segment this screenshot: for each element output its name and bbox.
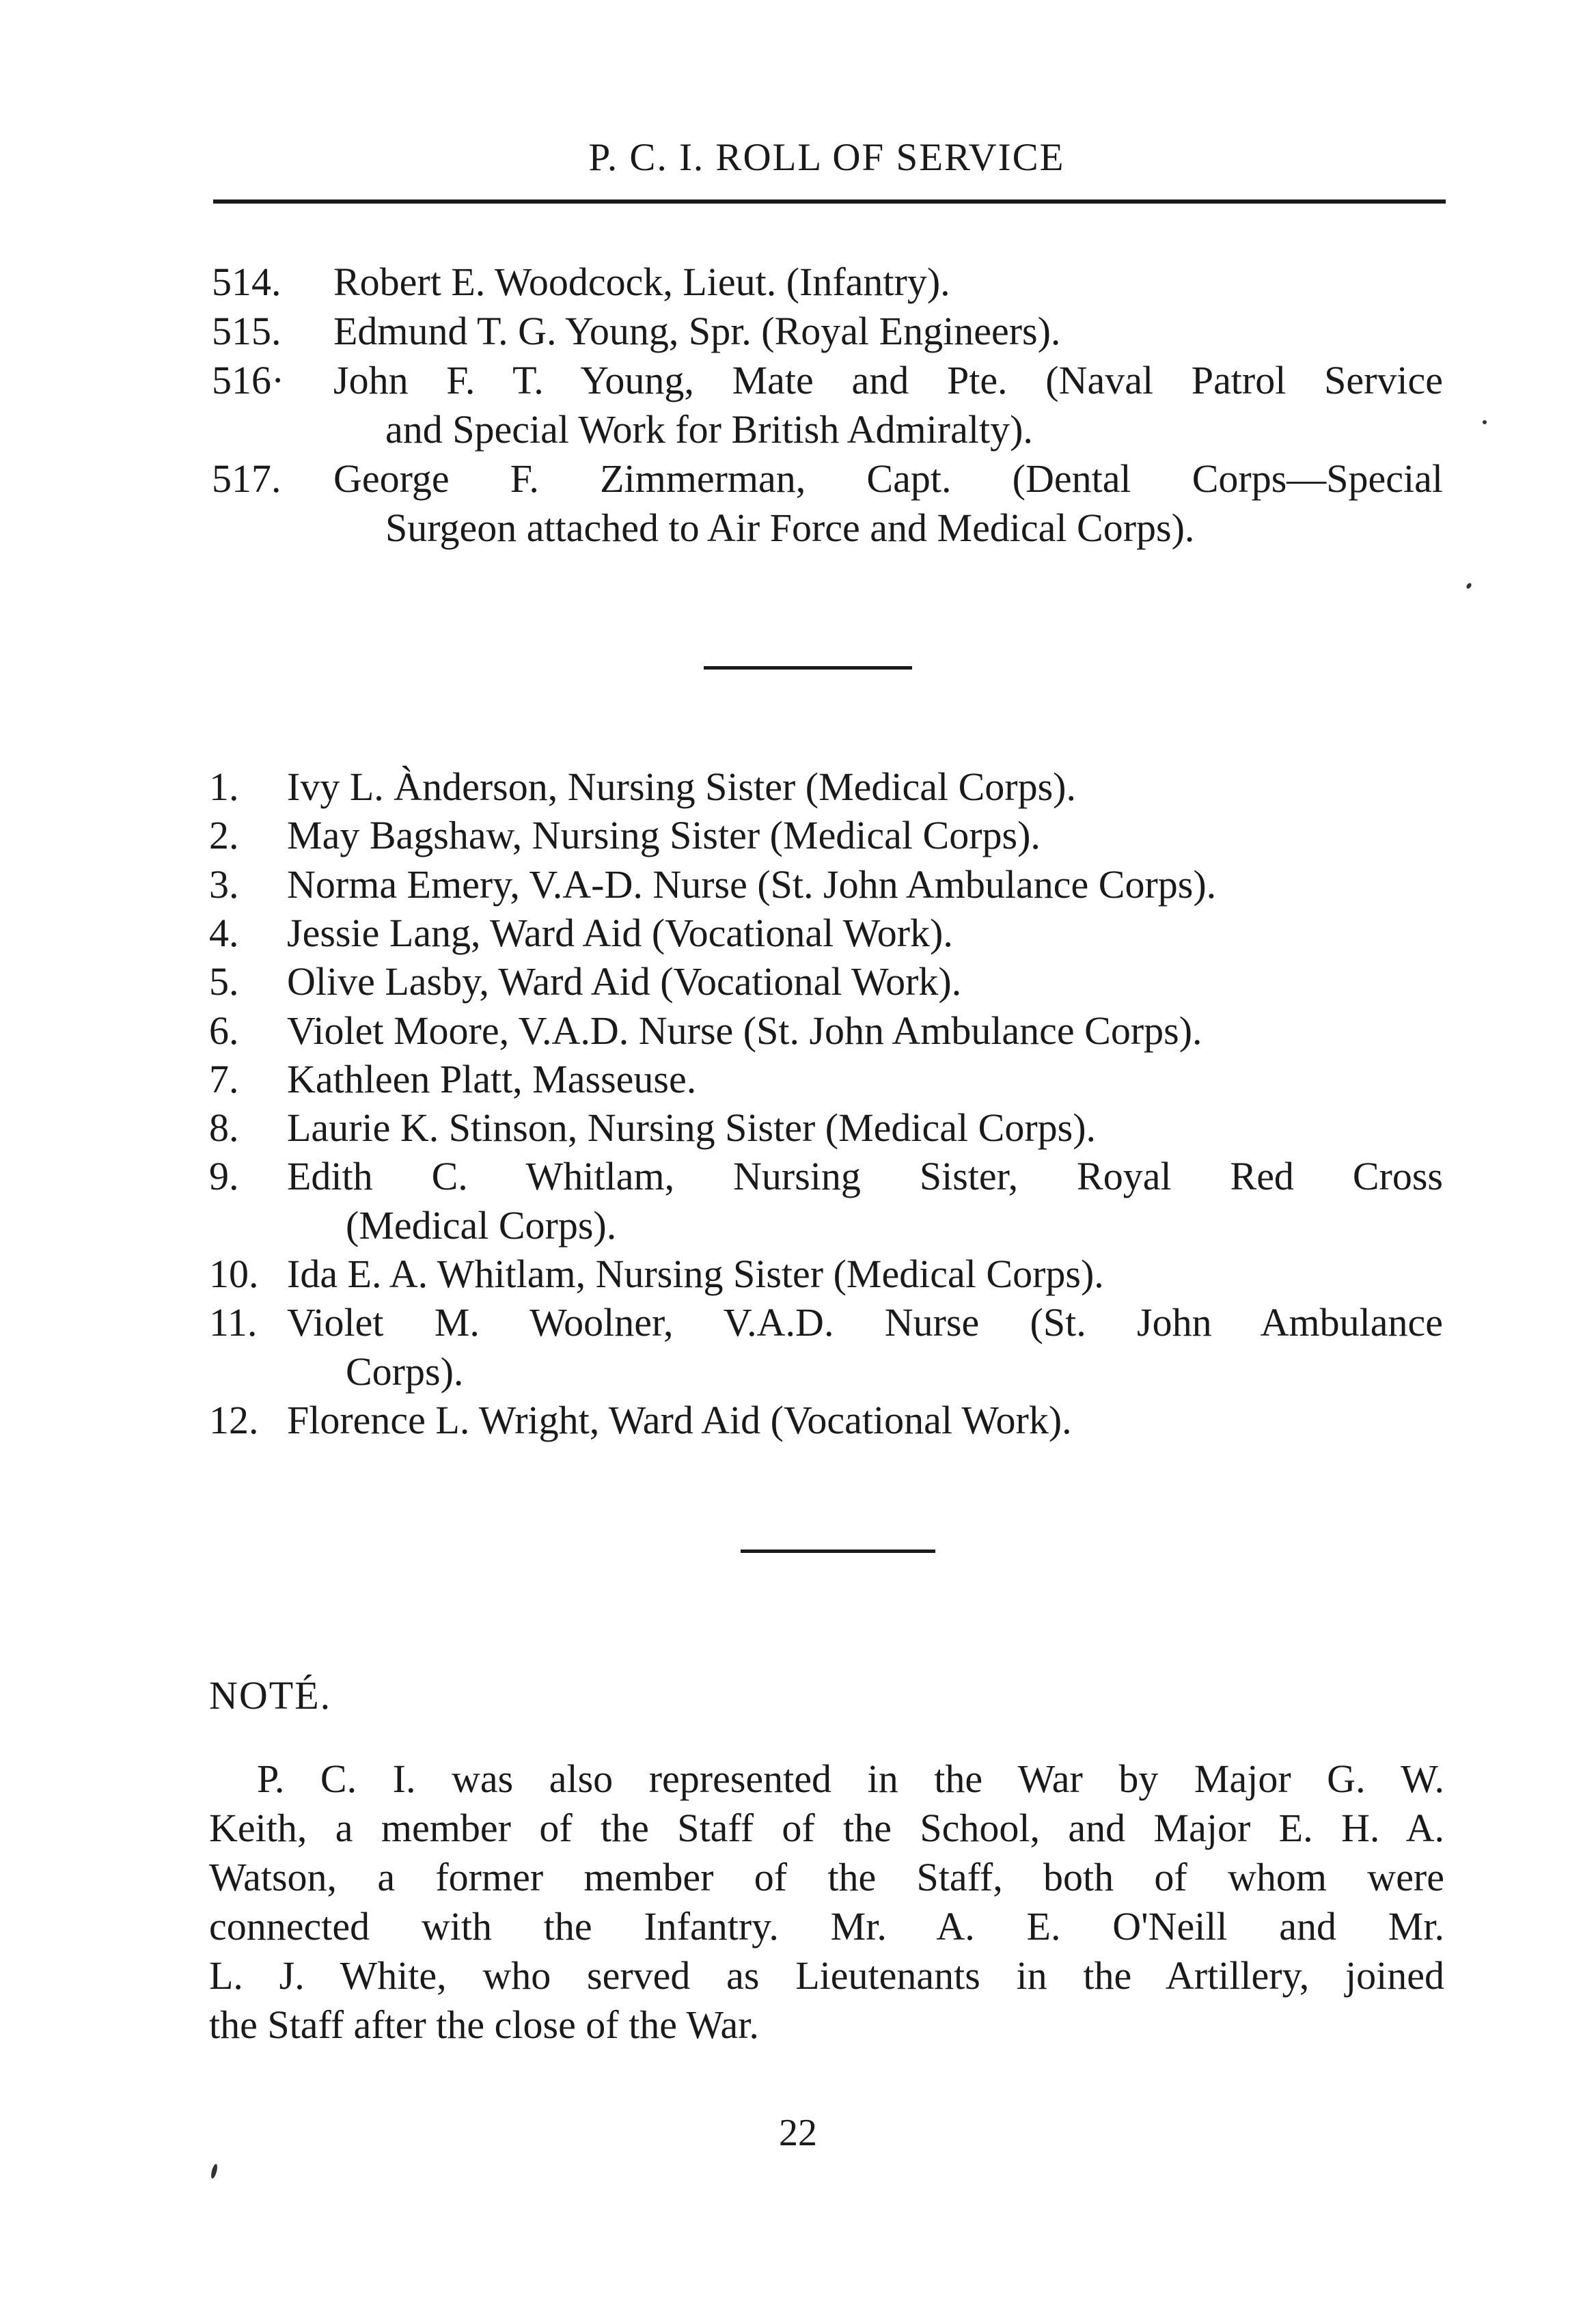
entry-text: Norma Emery, V.A-D. Nurse (St. John Ambulance Corps). xyxy=(287,862,1217,907)
entry-text: Edith C. Whitlam, Nursing Sister, Royal Red Cross xyxy=(287,1154,1443,1199)
header-rule xyxy=(213,199,1446,204)
note-line: L. J. White, who served as Lieutenants in the Artillery, joined xyxy=(209,1953,1444,1998)
print-speck xyxy=(1466,582,1472,590)
entry-number: 517. xyxy=(212,456,281,501)
note-line: connected with the Infantry. Mr. A. E. O'Neill and Mr. xyxy=(209,1904,1444,1949)
entry-number: 3. xyxy=(209,862,239,907)
entry-number: 8. xyxy=(209,1105,239,1151)
entry-number: 4. xyxy=(209,910,239,955)
entry-text: (Medical Corps). xyxy=(346,1202,617,1248)
page-number: 22 xyxy=(779,2112,817,2154)
note-line: the Staff after the close of the War. xyxy=(209,2002,759,2047)
entry-number: 515. xyxy=(212,309,281,353)
note-line: Watson, a former member of the Staff, both of whom were xyxy=(209,1855,1444,1899)
entry-number: 6. xyxy=(209,1008,239,1053)
entry-text: Olive Lasby, Ward Aid (Vocational Work). xyxy=(287,959,962,1004)
entry-number: 2. xyxy=(209,813,239,858)
entry-text: Edmund T. G. Young, Spr. (Royal Engineers). xyxy=(333,309,1061,353)
entry-number: 1. xyxy=(209,765,239,809)
print-speck xyxy=(1483,420,1487,424)
entry-text: Ida E. A. Whitlam, Nursing Sister (Medical Corps). xyxy=(287,1252,1104,1296)
entry-text: Robert E. Woodcock, Lieut. (Infantry). xyxy=(333,260,950,304)
entry-text: Violet M. Woolner, V.A.D. Nurse (St. John Ambulance xyxy=(287,1300,1443,1345)
entry-number: 9. xyxy=(209,1154,239,1199)
entry-number: 12. xyxy=(209,1397,259,1442)
section-divider xyxy=(704,666,912,670)
note-line: Keith, a member of the Staff of the School, and Major E. H. A. xyxy=(209,1806,1444,1850)
section-divider xyxy=(741,1550,935,1553)
entry-text: Florence L. Wright, Ward Aid (Vocational Work). xyxy=(287,1397,1072,1442)
entry-text: Laurie K. Stinson, Nursing Sister (Medical Corps). xyxy=(287,1105,1097,1151)
entry-number: 11. xyxy=(209,1300,258,1345)
entry-number: 10. xyxy=(209,1252,259,1296)
note-heading: NOTÉ. xyxy=(209,1673,332,1718)
entry-text: and Special Work for British Admiralty). xyxy=(385,407,1033,452)
note-line: P. C. I. was also represented in the War by Major G. W. xyxy=(257,1757,1444,1801)
entry-text: George F. Zimmerman, Capt. (Dental Corps—Special xyxy=(333,456,1443,501)
entry-text: John F. T. Young, Mate and Pte. (Naval Patrol Service xyxy=(333,358,1443,402)
entry-text: Ivy L. Ànderson, Nursing Sister (Medical Corps). xyxy=(287,765,1076,809)
entry-text: Violet Moore, V.A.D. Nurse (St. John Ambulance Corps). xyxy=(287,1008,1202,1053)
print-speck xyxy=(210,2163,218,2179)
entry-text: Surgeon attached to Air Force and Medical Corps). xyxy=(385,506,1195,550)
entry-number: 5. xyxy=(209,959,239,1004)
entry-number: 516· xyxy=(212,358,285,402)
entry-number: 7. xyxy=(209,1056,239,1101)
entry-text: Jessie Lang, Ward Aid (Vocational Work). xyxy=(287,910,953,955)
running-header: P. C. I. ROLL OF SERVICE xyxy=(588,136,1065,179)
entry-text: Kathleen Platt, Masseuse. xyxy=(287,1056,697,1101)
entry-number: 514. xyxy=(212,260,281,304)
entry-text: Corps). xyxy=(346,1349,464,1394)
entry-text: May Bagshaw, Nursing Sister (Medical Corps). xyxy=(287,813,1041,858)
